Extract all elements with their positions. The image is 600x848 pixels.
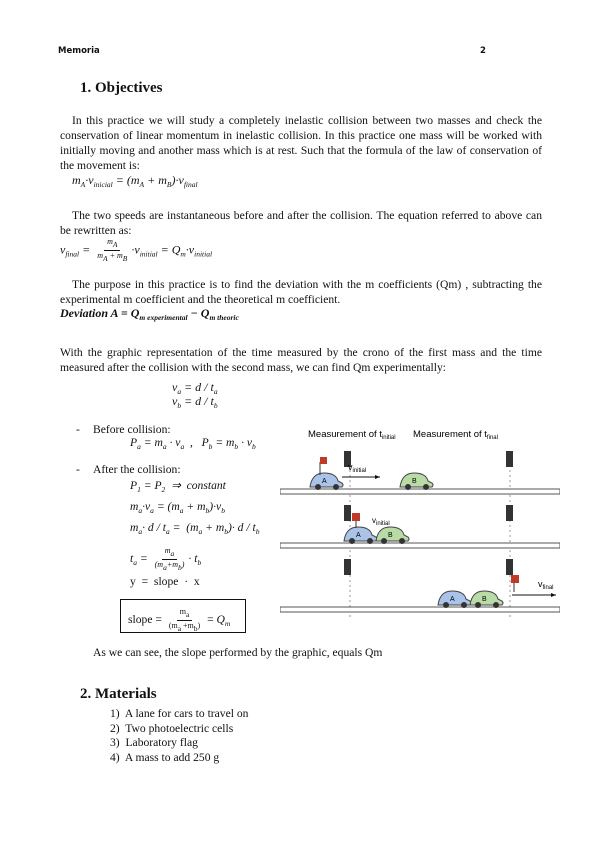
equation-slope: slope = $\frac{m_a}{(m_a +m_b)}$ = $Q_m$ [128, 607, 231, 633]
bullet-dash: - [76, 423, 80, 436]
label-v-final: $v_{final}$ [538, 579, 554, 591]
label-measurement-initial: Measurement of $t_{initial}$ [308, 429, 396, 441]
label-v-initial: $v_{initial}$ [372, 516, 390, 527]
equation-va: $v_a = d / t_a$ [172, 380, 218, 396]
photocell-final [506, 451, 513, 467]
list-item: 4) A mass to add 250 g [110, 750, 220, 764]
track [280, 543, 560, 548]
svg-text:A: A [356, 532, 361, 539]
label-after-collision: After the collision: [93, 463, 181, 476]
scene-collision [280, 505, 560, 548]
car-a [310, 473, 343, 490]
equation-step1: $m_a\cdot v_a = (m_a + m_b)\cdot v_b$ [130, 500, 225, 515]
photocell-initial [344, 505, 351, 521]
equation-linear: y = slope · x [130, 575, 200, 588]
paragraph-conclusion: As we can see, the slope performed by the graphic, equals Qm [93, 646, 383, 659]
list-item: 1) A lane for cars to travel on [110, 707, 249, 720]
svg-text:A: A [450, 596, 455, 603]
flag-icon [320, 457, 327, 475]
velocity-arrow [342, 462, 380, 479]
equation-deviation: Deviation $A = Q_{m experimental} - Q_{m theoric}$ [60, 306, 239, 322]
car-b [400, 473, 433, 490]
scene-before [280, 451, 560, 494]
collision-diagram [280, 425, 560, 620]
equation-final-velocity: $v_{final}$ = $\frac{m_A}{m_A + m_B}$ $\cdot v_{initial} = Q_m\cdot v_{initial}$ [60, 237, 213, 263]
page-number: 2 [480, 46, 486, 56]
photocell-final [506, 505, 513, 521]
car-a [344, 527, 377, 544]
equation-step2: $m_a\cdot d / t_a = (m_a + m_b)\cdot d / t_b$ [130, 521, 260, 536]
equation-vb: $v_b = d / t_b$ [172, 394, 218, 410]
paragraph-graphic: With the graphic representation of the time measured by the crono of the first mass and the time measured after the collision with the second mass, we can find Qm experimentally: [60, 346, 542, 374]
equation-momentum: $m_A\cdot v_{inicial} = (m_A + m_B)\cdot v_{final}$ [72, 173, 198, 189]
track [280, 489, 560, 494]
equation-momentum-before: $P_a = m_a \cdot v_a$ , $P_b = m_b \cdot v_b$ [130, 436, 256, 451]
list-item: 2) Two photoelectric cells [110, 721, 234, 735]
svg-text:A: A [322, 478, 327, 485]
equation-conservation: $P_1 = P_2$ ⇒ constant [130, 479, 226, 494]
materials-list [110, 707, 248, 765]
flag-icon [511, 575, 519, 592]
label-v-initial: $v_{initial}$ [348, 462, 367, 474]
paragraph-intro: In this practice we will study a completely inelastic collision between two masses and check the conservation of linear momentum in inelastic collision. In this practice one mass will be worked with initially moving and another mass which is at rest. Such that the formula of the law of conservation of the movement is: [60, 114, 542, 172]
label-before-collision: Before collision: [93, 423, 171, 436]
svg-text:B: B [482, 596, 487, 603]
list-item: 3) Laboratory flag [110, 736, 198, 749]
track [280, 607, 560, 612]
header-title: Memoria [58, 46, 100, 56]
paragraph-purpose: The purpose in this practice is to find the deviation with the m coefficients (Qm) , subtracting the experimental m coefficient and the theoretical m coefficient. [60, 278, 542, 306]
equation-step3: $t_a$ = $\frac{m_a}{(m_a+m_b)}$ · $t_b$ [130, 546, 202, 572]
section-heading-objectives: 1. Objectives [80, 80, 163, 96]
photocell-final [506, 559, 513, 575]
bullet-dash: - [76, 463, 80, 476]
paragraph-speeds: The two speeds are instantaneous before and after the collision. The equation referred to above can be rewritten as: [60, 209, 542, 237]
car-b [376, 527, 409, 544]
scene-after [280, 559, 560, 612]
photocell-initial [344, 559, 351, 575]
flag-icon [352, 513, 360, 528]
svg-text:B: B [412, 478, 417, 485]
label-measurement-final: Measurement of $t_{final}$ [413, 429, 498, 441]
car-b [470, 591, 503, 608]
car-a [438, 591, 471, 608]
svg-text:B: B [388, 532, 393, 539]
section-heading-materials: 2. Materials [80, 686, 157, 702]
